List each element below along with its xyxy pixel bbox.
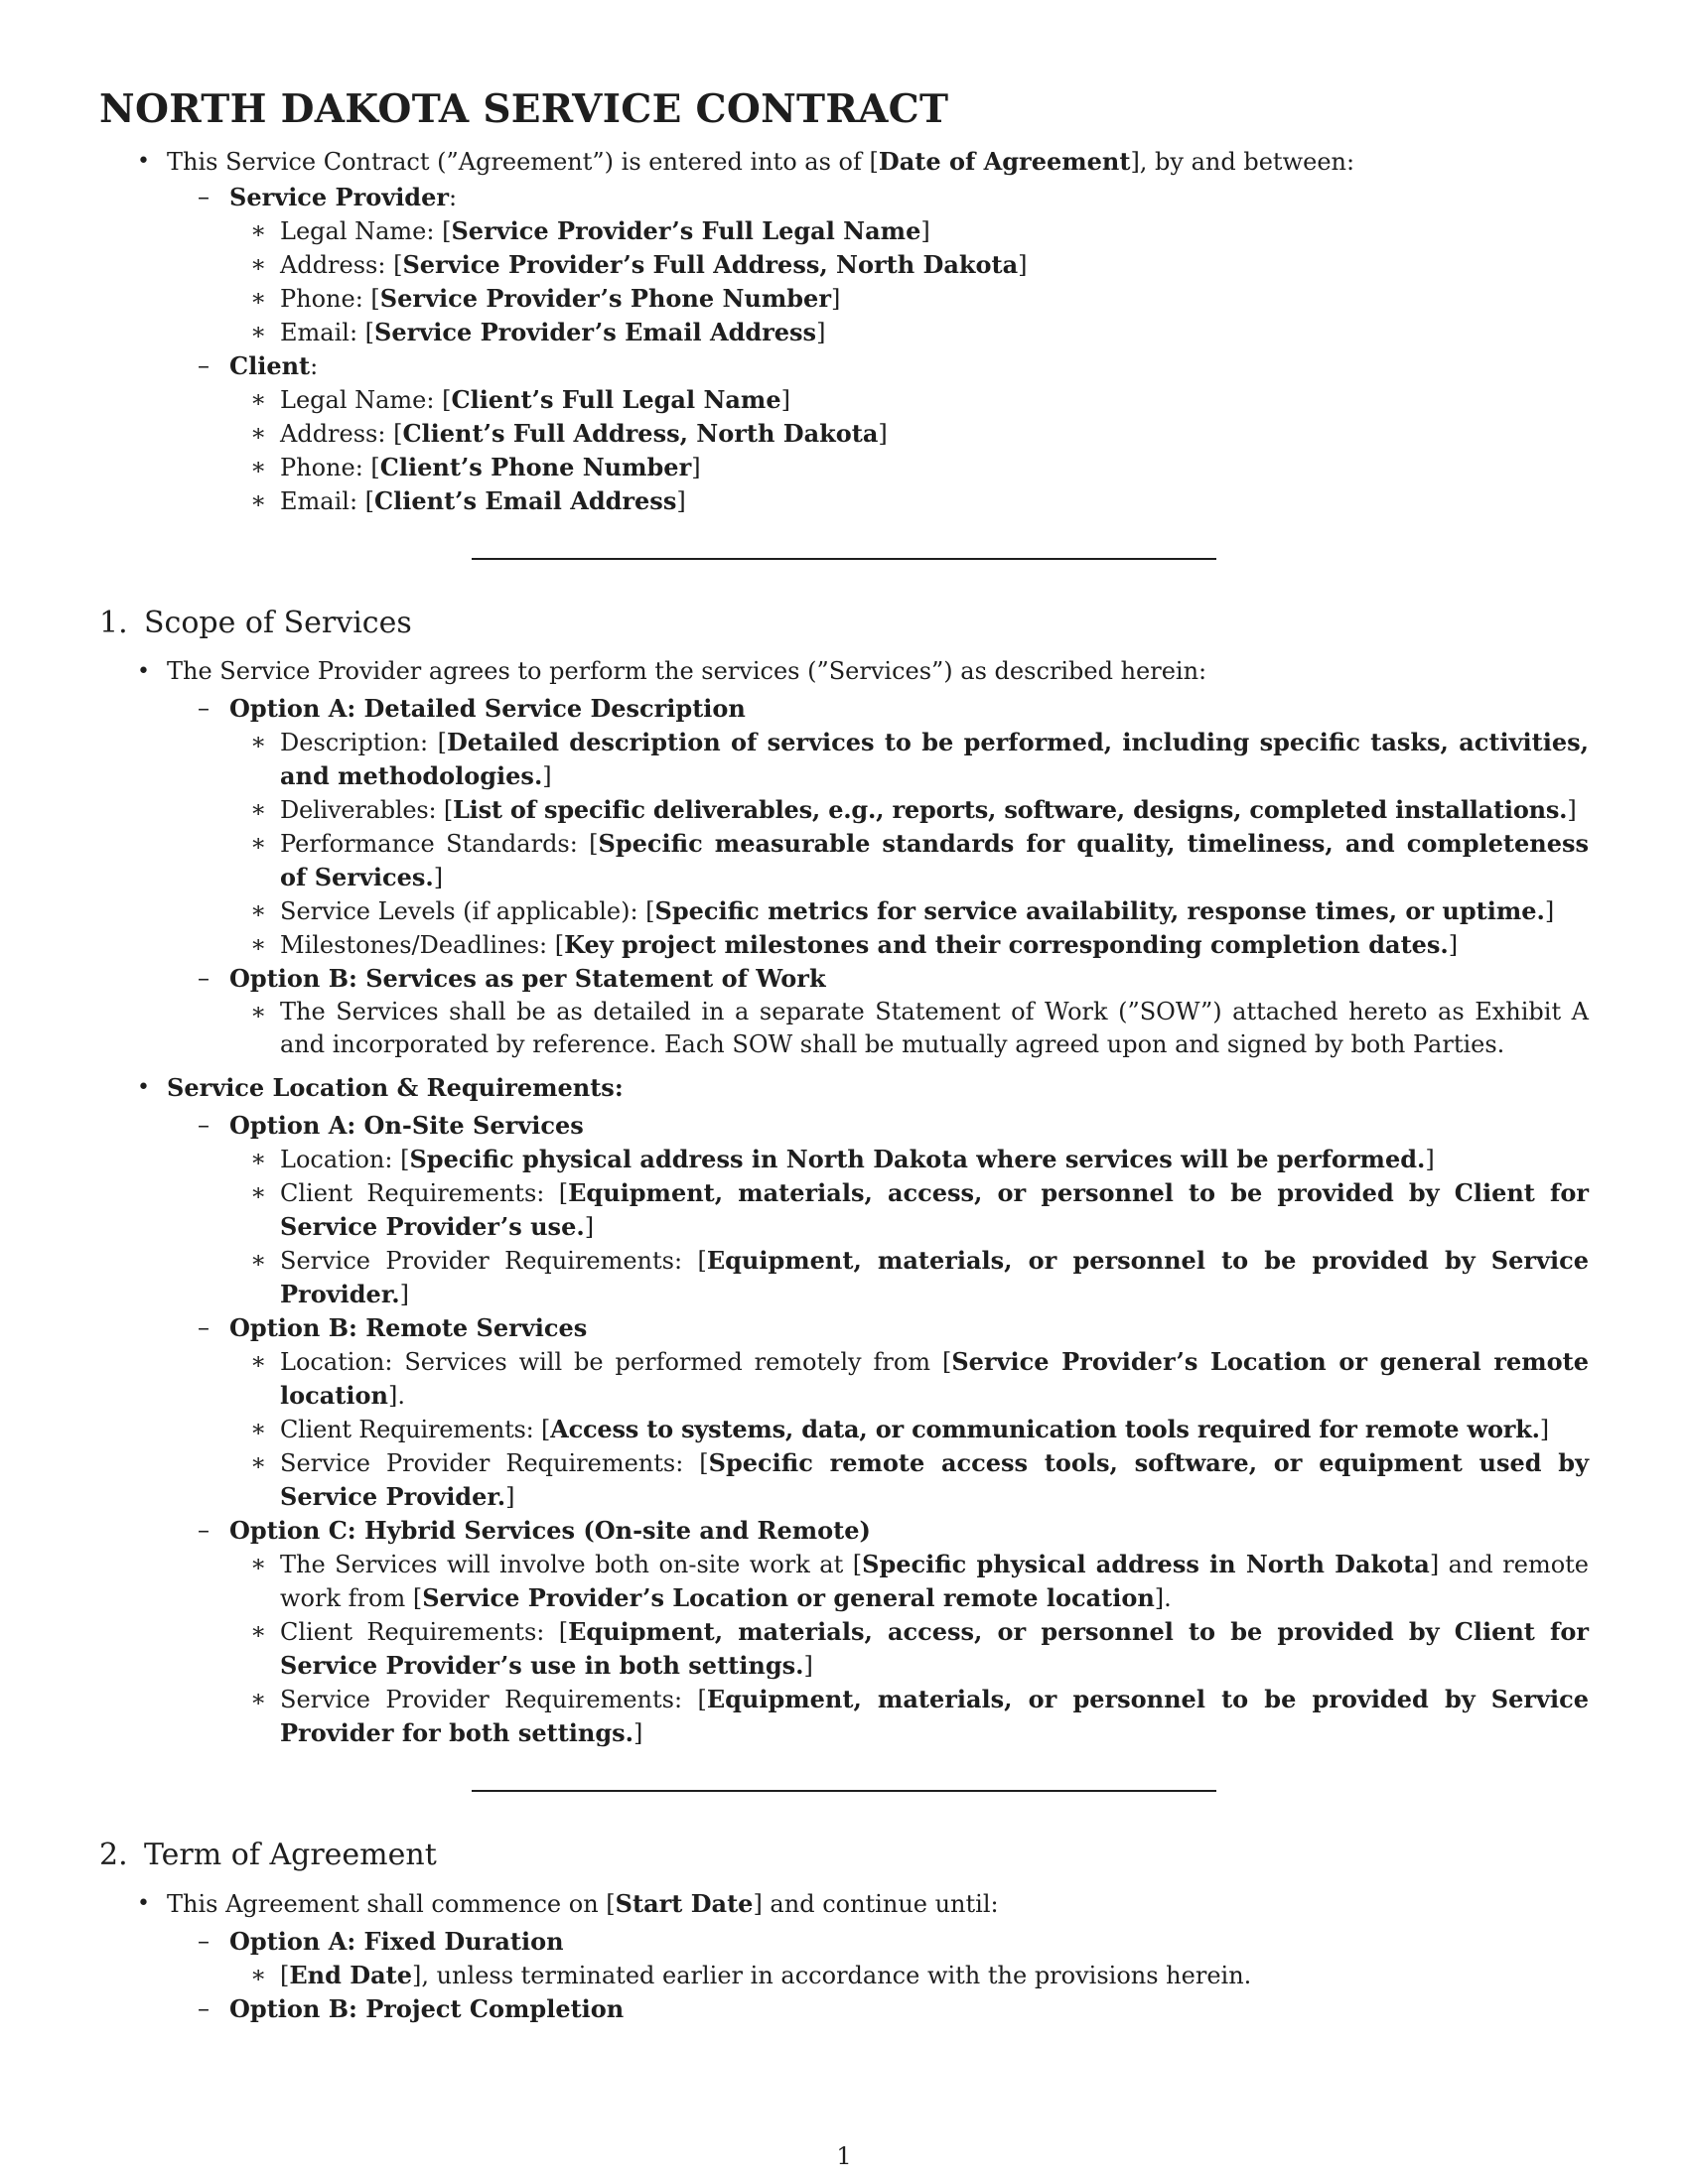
scope-item: ∗ Description: [Detailed description of services to be performed, including specific tasks, activities, and methodologies.]: [250, 728, 1589, 790]
asterisk-icon: ∗: [250, 1347, 267, 1375]
client-field: ∗ Legal Name: [Client’s Full Legal Name]: [250, 385, 790, 414]
remote-item: ∗ Location: Services will be performed remotely from [Service Provider’s Location or general remote location].: [250, 1347, 1589, 1410]
remote-item: ∗ Service Provider Requirements: [Specific remote access tools, software, or equipment used by Service Provider.]: [250, 1448, 1590, 1511]
asterisk-icon: ∗: [250, 1617, 267, 1645]
bullet-icon: •: [137, 1891, 150, 1916]
asterisk-icon: ∗: [250, 216, 267, 244]
asterisk-icon: ∗: [250, 250, 267, 278]
bullet-icon: •: [137, 659, 150, 684]
asterisk-icon: ∗: [250, 829, 267, 857]
onsite-item: ∗ Location: [Specific physical address in North Dakota where services will be performed.]: [250, 1145, 1435, 1173]
remote-heading: – Option B: Remote Services: [198, 1313, 588, 1342]
onsite-heading: – Option A: On-Site Services: [198, 1111, 584, 1140]
asterisk-icon: ∗: [250, 1246, 267, 1274]
term-item: ∗ [End Date], unless terminated earlier in accordance with the provisions herein.: [250, 1961, 1252, 1989]
hybrid-item: ∗ Service Provider Requirements: [Equipment, materials, or personnel to be provided by Service Provider for both settings.]: [250, 1685, 1589, 1747]
asterisk-icon: ∗: [250, 1145, 267, 1172]
dash-icon: –: [198, 1516, 210, 1544]
scope-item: ∗ Service Levels (if applicable): [Specific metrics for service availability, response times, or uptime.]: [250, 896, 1555, 925]
client-field: ∗ Email: [Client’s Email Address]: [250, 486, 686, 515]
dash-icon: –: [198, 351, 210, 379]
section-heading-scope: 1. Scope of Services: [99, 606, 412, 640]
client-field: ∗ Phone: [Client’s Phone Number]: [250, 453, 701, 481]
asterisk-icon: ∗: [250, 1550, 267, 1577]
asterisk-icon: ∗: [250, 419, 267, 447]
term-intro: • This Agreement shall commence on [Start Date] and continue until:: [137, 1889, 999, 1918]
client-field: ∗ Address: [Client’s Full Address, North Dakota]: [250, 419, 888, 448]
provider-field: ∗ Phone: [Service Provider’s Phone Number]: [250, 284, 841, 313]
asterisk-icon: ∗: [250, 1415, 267, 1442]
hybrid-item: ∗ The Services will involve both on-site work at [Specific physical address in North Dakota] and remote work from [Service Provider’s Location or general remote location].: [250, 1550, 1590, 1612]
remote-item: ∗ Client Requirements: [Access to systems, data, or communication tools required for remote work.]: [250, 1415, 1549, 1443]
asterisk-icon: ∗: [250, 284, 267, 312]
asterisk-icon: ∗: [250, 385, 267, 413]
provider-field: ∗ Address: [Service Provider’s Full Address, North Dakota]: [250, 250, 1028, 279]
dash-icon: –: [198, 1313, 210, 1341]
asterisk-icon: ∗: [250, 930, 267, 958]
page-number: 1: [836, 2142, 852, 2170]
provider-field: ∗ Email: [Service Provider’s Email Address]: [250, 318, 826, 346]
provider-field: ∗ Legal Name: [Service Provider’s Full Legal Name]: [250, 216, 930, 245]
scope-option-a-heading: – Option A: Detailed Service Description: [198, 694, 746, 723]
asterisk-icon: ∗: [250, 795, 267, 823]
hybrid-heading: – Option C: Hybrid Services (On-site and Remote): [198, 1516, 871, 1545]
asterisk-icon: ∗: [250, 998, 267, 1025]
dash-icon: –: [198, 964, 210, 992]
location-heading: • Service Location & Requirements:: [137, 1073, 624, 1102]
asterisk-icon: ∗: [250, 318, 267, 345]
intro-item: • This Service Contract (”Agreement”) is entered into as of [Date of Agreement], by and between:: [137, 147, 1355, 176]
dash-icon: –: [198, 1994, 210, 2022]
scope-item: ∗ Milestones/Deadlines: [Key project milestones and their corresponding completion dates.]: [250, 930, 1459, 959]
onsite-item: ∗ Client Requirements: [Equipment, materials, access, or personnel to be provided by Client for Service Provider’s use.]: [250, 1178, 1589, 1241]
hybrid-item: ∗ Client Requirements: [Equipment, materials, access, or personnel to be provided by Client for Service Provider’s use in both settings.]: [250, 1617, 1589, 1680]
onsite-item: ∗ Service Provider Requirements: [Equipment, materials, or personnel to be provided by Service Provider.]: [250, 1246, 1589, 1308]
dash-icon: –: [198, 694, 210, 722]
asterisk-icon: ∗: [250, 896, 267, 924]
contract-page: [99, 83, 1589, 2026]
asterisk-icon: ∗: [250, 1178, 267, 1206]
term-option-a-heading: – Option A: Fixed Duration: [198, 1927, 564, 1956]
scope-item: ∗ Performance Standards: [Specific measurable standards for quality, timeliness, and completeness of Services.]: [250, 829, 1589, 891]
dash-icon: –: [198, 1927, 210, 1955]
scope-option-b-heading: – Option B: Services as per Statement of Work: [198, 964, 826, 993]
dash-icon: –: [198, 183, 210, 210]
scope-item: ∗ Deliverables: [List of specific deliverables, e.g., reports, software, designs, completed installations.]: [250, 795, 1577, 824]
asterisk-icon: ∗: [250, 1685, 267, 1712]
bullet-icon: •: [137, 149, 150, 174]
client-heading: – Client:: [198, 351, 319, 380]
asterisk-icon: ∗: [250, 453, 267, 480]
bullet-icon: •: [137, 1075, 150, 1100]
dash-icon: –: [198, 1111, 210, 1139]
section-heading-term: 2. Term of Agreement: [99, 1838, 437, 1872]
asterisk-icon: ∗: [250, 728, 267, 755]
date-placeholder: Date of Agreement: [878, 147, 1131, 176]
term-option-b-heading: – Option B: Project Completion: [198, 1994, 625, 2023]
scope-sow-text: ∗ The Services shall be as detailed in a separate Statement of Work (”SOW”) attached hereto as Exhibit A and incorporated by reference. Each SOW shall be mutually agreed upon and signed by both Parties.: [250, 998, 1589, 1058]
asterisk-icon: ∗: [250, 1448, 267, 1476]
document-title: NORTH DAKOTA SERVICE CONTRACT: [99, 86, 949, 132]
provider-heading: – Service Provider:: [198, 183, 458, 211]
scope-intro: • The Service Provider agrees to perform the services (”Services”) as described herein:: [99, 655, 1589, 688]
asterisk-icon: ∗: [250, 486, 267, 514]
asterisk-icon: ∗: [250, 1961, 267, 1988]
